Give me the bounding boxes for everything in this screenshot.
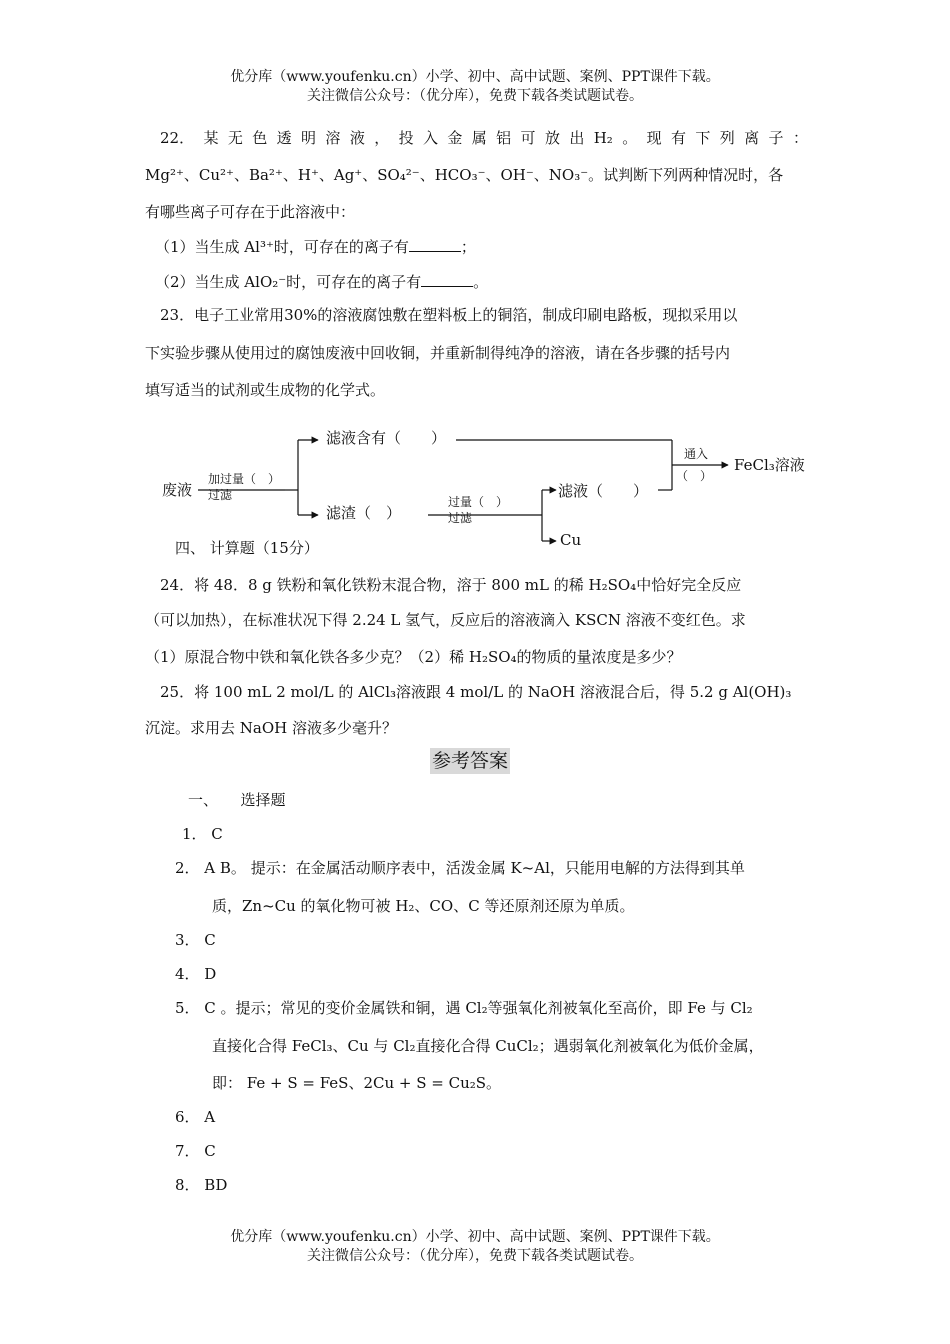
section-4-heading: 四、 计算题（15分） bbox=[175, 539, 319, 557]
q24-line-3: （1）原混合物中铁和氧化铁各多少克？（2）稀 H₂SO₄的物质的量浓度是多少？ bbox=[145, 648, 682, 666]
answer-5-line-3: 即： Fe + S = FeS、2Cu + S = Cu₂S。 bbox=[212, 1074, 502, 1092]
q22-sub-2-end: 。 bbox=[473, 273, 489, 291]
q22-line-1-char: ： bbox=[792, 129, 808, 147]
q22-line-1 bbox=[160, 128, 808, 148]
diagram-filtrate2: 滤液（ ） bbox=[558, 482, 649, 500]
q22-line-1-char: 金 bbox=[447, 129, 463, 147]
answers-section-1: 一、 选择题 bbox=[188, 791, 286, 809]
answer-2-line-1: 2． A B。 提示：在金属活动顺序表中，活泼金属 K~Al，只能用电解的方法得到其单 bbox=[175, 859, 745, 877]
q22-line-1-char: ， bbox=[374, 129, 390, 147]
diagram-product: FeCl₃溶液 bbox=[734, 456, 805, 474]
q22-line-1-char: 投 bbox=[398, 129, 414, 147]
q22-line-1-char: 铝 bbox=[496, 129, 512, 147]
q22-line-1-char: H₂ bbox=[593, 129, 613, 147]
diagram-cu: Cu bbox=[560, 531, 582, 549]
q23-line-3: 填写适当的试剂或生成物的化学式。 bbox=[145, 381, 386, 399]
q22-line-1-char: 无 bbox=[227, 129, 243, 147]
answer-3: 3． C bbox=[175, 931, 216, 949]
footer-line-1: 优分库（www.youfenku.cn）小学、初中、高中试题、案例、PPT课件下载。 bbox=[230, 1229, 720, 1245]
q22-line-1-char: 列 bbox=[719, 129, 735, 147]
q22-sub-1 bbox=[155, 237, 820, 257]
q22-ions: Mg²⁺、Cu²⁺、Ba²⁺、H⁺、Ag⁺、SO₄²⁻、HCO₃⁻、OH⁻、NO₃⁻。试判断下列两种情况时，各 bbox=[145, 166, 784, 184]
answers-title: 参考答案 bbox=[432, 750, 509, 772]
diagram-waste: 废液 bbox=[162, 481, 193, 499]
q22-line-1-char: 液 bbox=[349, 129, 365, 147]
q22-line-1-char: 透 bbox=[276, 129, 292, 147]
answer-2-line-2: 质，Zn~Cu 的氧化物可被 H₂、CO、C 等还原剂还原为单质。 bbox=[212, 897, 635, 915]
q23-line-1: 23．电子工业常用30%的溶液腐蚀敷在塑料板上的铜箔，制成印刷电路板，现拟采用以 bbox=[160, 306, 738, 324]
q22-line-1-char: 明 bbox=[301, 129, 317, 147]
q22-sub-1-end: ； bbox=[460, 238, 476, 256]
q22-line-1-char: 。 bbox=[622, 129, 638, 147]
q22-line-3: 有哪些离子可存在于此溶液中： bbox=[145, 203, 356, 221]
diagram-step1-bottom: 过滤 bbox=[208, 488, 233, 502]
diagram-pass-top: 通入 bbox=[684, 447, 709, 461]
q22-line-1-char: 放 bbox=[544, 129, 560, 147]
q22-line-1-char: 溶 bbox=[325, 129, 341, 147]
diagram-filtrate1: 滤液含有（ ） bbox=[326, 429, 447, 447]
q24-line-1: 24．将 48．8 g 铁粉和氧化铁粉末混合物，溶于 800 mL 的稀 H₂SO₄中恰好完全反应 bbox=[160, 576, 742, 594]
q22-line-1-char: 22． bbox=[160, 129, 195, 147]
q22-line-1-char: 属 bbox=[471, 129, 487, 147]
q24-line-2: （可以加热），在标准状况下得 2.24 L 氢气，反应后的溶液滴入 KSCN 溶液不变红色。求 bbox=[145, 611, 746, 629]
answer-blank-2[interactable] bbox=[421, 272, 473, 287]
header-line-1: 优分库（www.youfenku.cn）小学、初中、高中试题、案例、PPT课件下载。 bbox=[230, 69, 720, 85]
answer-5-line-2: 直接化合得 FeCl₃、Cu 与 Cl₂直接化合得 CuCl₂；遇弱氧化剂被氧化为低价金属， bbox=[212, 1037, 764, 1055]
footer-line-2: 关注微信公众号：（优分库），免费下载各类试题试卷。 bbox=[307, 1248, 643, 1264]
q22-sub-2 bbox=[155, 272, 820, 292]
diagram-step2-top: 过量（ ） bbox=[448, 495, 509, 509]
q22-sub-2-text: （2）当生成 AlO₂⁻时，可存在的离子有 bbox=[155, 273, 422, 291]
diagram-pass-bottom: （ ） bbox=[676, 469, 713, 483]
diagram-step1-top: 加过量（ ） bbox=[208, 472, 281, 486]
q25-line-2: 沉淀。求用去 NaOH 溶液多少毫升？ bbox=[145, 719, 397, 737]
diagram-residue: 滤渣（ ） bbox=[326, 504, 402, 522]
answer-5-line-1: 5． C 。提示；常见的变价金属铁和铜，遇 Cl₂等强氧化剂被氧化至高价，即 Fe 与 Cl₂ bbox=[175, 999, 753, 1017]
q22-line-1-char: 可 bbox=[520, 129, 536, 147]
q22-line-1-char: 有 bbox=[670, 129, 686, 147]
q22-line-1-char: 出 bbox=[569, 129, 585, 147]
q25-line-1: 25．将 100 mL 2 mol/L 的 AlCl₃溶液跟 4 mol/L 的 NaOH 溶液混合后，得 5.2 g Al(OH)₃ bbox=[160, 683, 792, 701]
answer-blank-1[interactable] bbox=[409, 237, 461, 252]
q23-line-2: 下实验步骤从使用过的腐蚀废液中回收铜，并重新制得纯净的溶液，请在各步骤的括号内 bbox=[145, 344, 731, 362]
q22-line-1-char: 现 bbox=[646, 129, 662, 147]
diagram-step2-bottom: 过滤 bbox=[448, 511, 473, 525]
q22-line-1-char: 离 bbox=[744, 129, 760, 147]
q22-line-1-char: 入 bbox=[422, 129, 438, 147]
q22-line-1-char: 子 bbox=[768, 129, 784, 147]
q22-line-1-char: 色 bbox=[252, 129, 268, 147]
answer-4: 4． D bbox=[175, 965, 217, 983]
answer-7: 7． C bbox=[175, 1142, 216, 1160]
q22-line-1-char: 下 bbox=[695, 129, 711, 147]
answer-1: 1． C bbox=[182, 825, 223, 843]
answer-6: 6． A bbox=[175, 1108, 216, 1126]
q22-sub-1-text: （1）当生成 Al³⁺时，可存在的离子有 bbox=[155, 238, 409, 256]
q22-line-1-char: 某 bbox=[203, 129, 219, 147]
answer-8: 8． BD bbox=[175, 1176, 228, 1194]
header-line-2: 关注微信公众号：（优分库），免费下载各类试题试卷。 bbox=[307, 88, 643, 104]
